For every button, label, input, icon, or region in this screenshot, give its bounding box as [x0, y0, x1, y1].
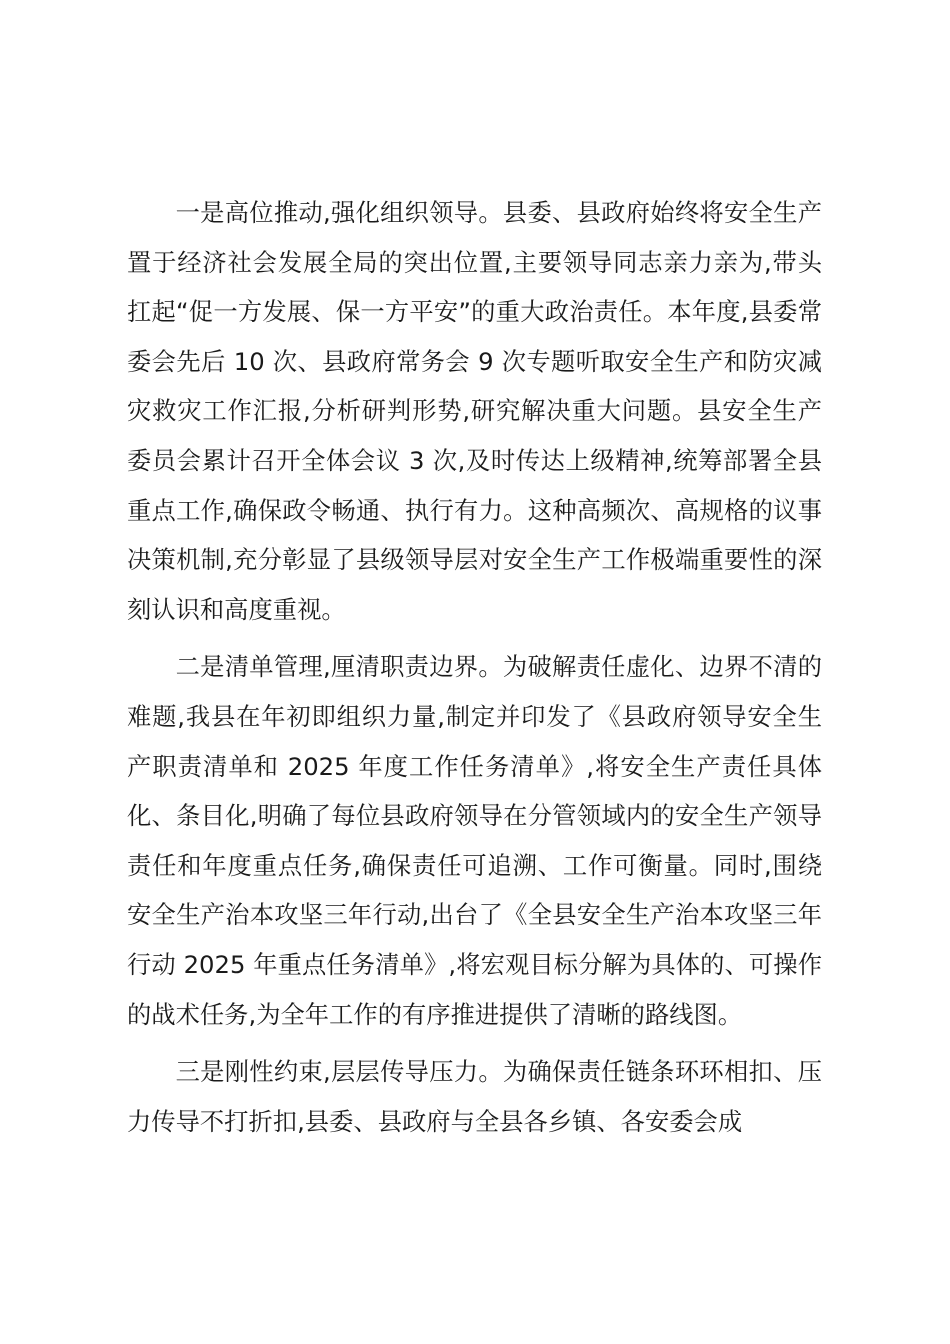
paragraph-3: 三是刚性约束,层层传导压力。为确保责任链条环环相扣、压力传导不打折扣,县委、县政府与全县各乡镇、各安委会成 — [127, 1057, 822, 1136]
paragraph-1: 一是高位推动,强化组织领导。县委、县政府始终将安全生产置于经济社会发展全局的突出位置,主要领导同志亲力亲为,带头扛起“促一方发展、保一方平安”的重大政治责任。本年度,县委常委会先后 10 次、县政府常务会 9 次专题听取安全生产和防灾减灾救灾工作汇报,分析研判形势,研究解决重大问题。县安全生产委员会累计召开全体会议 3 次,及时传达上级精神,统筹部署全县重点工作,确保政令畅通、执行有力。这种高频次、高规格的议事决策机制,充分彰显了县级领导层对安全生产工作极端重要性的深刻认识和高度重视。 — [127, 198, 822, 624]
document-body — [127, 188, 822, 1146]
paragraph-2: 二是清单管理,厘清职责边界。为破解责任虚化、边界不清的难题,我县在年初即组织力量,制定并印发了《县政府领导安全生产职责清单和 2025 年度工作任务清单》,将安全生产责任具体化、条目化,明确了每位县政府领导在分管领域内的安全生产领导责任和年度重点任务,确保责任可追溯、工作可衡量。同时,围绕安全生产治本攻坚三年行动,出台了《全县安全生产治本攻坚三年行动 2025 年重点任务清单》,将宏观目标分解为具体的、可操作的战术任务,为全年工作的有序推进提供了清晰的路线图。 — [127, 652, 822, 1029]
